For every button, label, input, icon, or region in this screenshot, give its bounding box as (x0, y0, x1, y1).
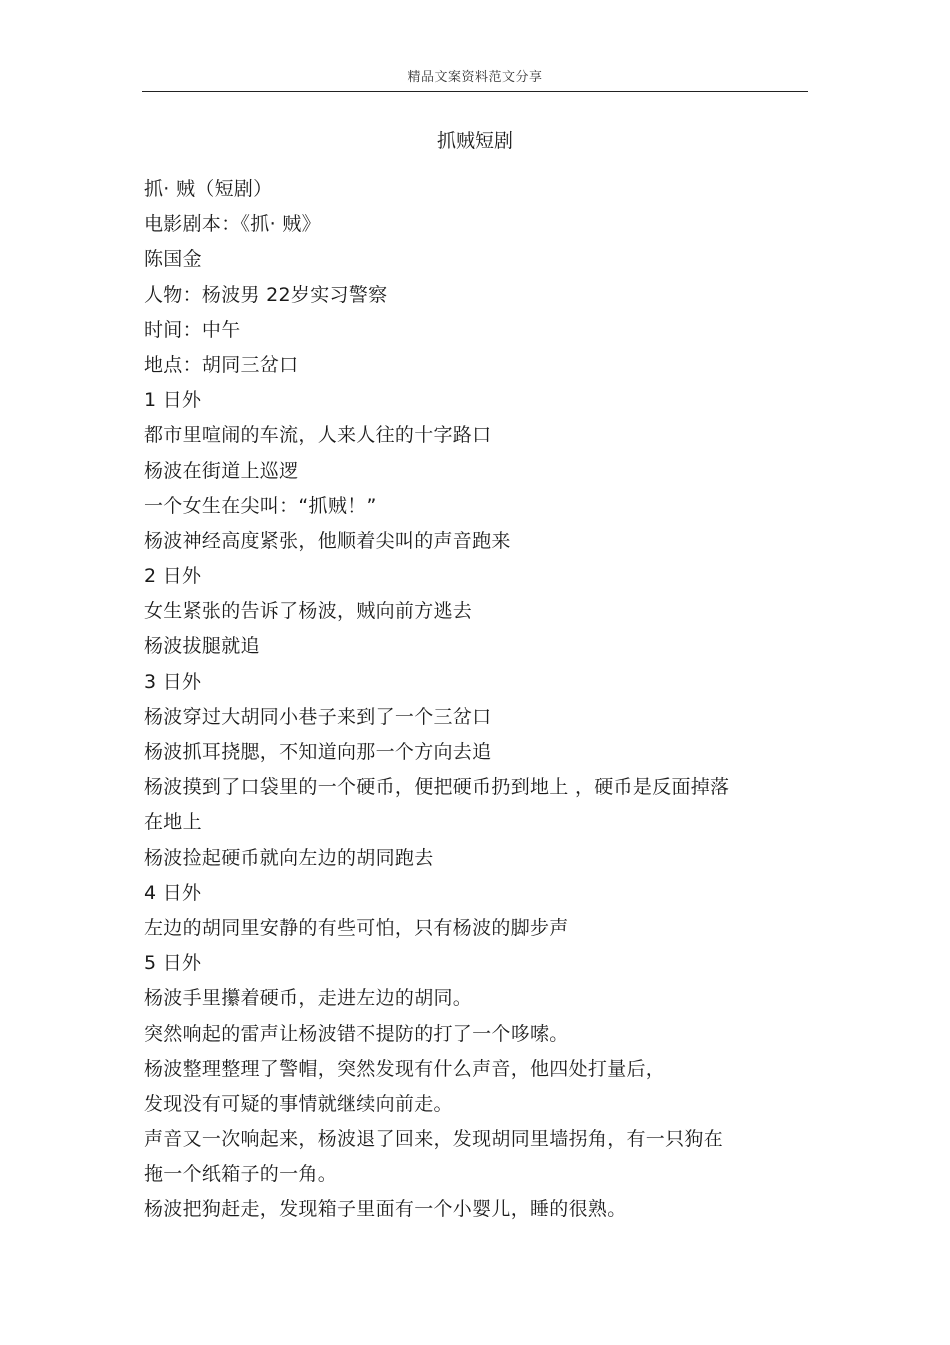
script-line: 人物：杨波男 22岁实习警察 (144, 283, 388, 306)
script-line: 在地上 (144, 811, 202, 834)
script-line: 突然响起的雷声让杨波错不提防的打了一个哆嗦。 (144, 1022, 569, 1045)
scene-heading: 5 日外 (144, 952, 202, 975)
script-line: 杨波捡起硬币就向左边的胡同跑去 (144, 846, 434, 869)
scene-heading: 1 日外 (144, 389, 202, 412)
script-line: 拖一个纸箱子的一角。 (144, 1163, 338, 1186)
script-line: 杨波在街道上巡逻 (144, 459, 299, 482)
script-line: 杨波摸到了口袋里的一个硬币，便把硬币扔到地上 ，硬币是反面掉落 (144, 776, 730, 799)
script-line: 左边的胡同里安静的有些可怕，只有杨波的脚步声 (144, 916, 569, 939)
script-body (144, 172, 804, 1228)
header-divider (142, 91, 808, 92)
scene-heading: 2 日外 (144, 565, 202, 588)
script-line: 地点：胡同三岔口 (144, 353, 299, 376)
script-line: 女生紧张的告诉了杨波，贼向前方逃去 (144, 600, 473, 623)
script-line: 时间：中午 (144, 318, 241, 341)
script-line: 杨波拔腿就追 (144, 635, 260, 658)
script-line: 发现没有可疑的事情就继续向前走。 (144, 1092, 453, 1115)
script-line: 杨波把狗赶走，发现箱子里面有一个小婴儿，睡的很熟。 (144, 1198, 627, 1221)
scene-heading: 3 日外 (144, 670, 202, 693)
script-line: 一个女生在尖叫：“抓贼！” (144, 494, 377, 517)
script-line: 杨波穿过大胡同小巷子来到了一个三岔口 (144, 705, 492, 728)
script-line: 杨波神经高度紧张，他顺着尖叫的声音跑来 (144, 529, 511, 552)
script-line: 电影剧本：《抓· 贼》 (144, 213, 321, 236)
script-line: 杨波手里攥着硬币，走进左边的胡同。 (144, 987, 473, 1010)
script-line: 抓· 贼（短剧） (144, 178, 273, 200)
script-line: 杨波整理整理了警帽，突然发现有什么声音，他四处打量后， (144, 1057, 666, 1080)
document-title: 抓贼短剧 (436, 130, 513, 152)
script-line: 声音又一次响起来，杨波退了回来，发现胡同里墙拐角，有一只狗在 (144, 1128, 724, 1151)
scene-heading: 4 日外 (144, 881, 202, 904)
script-line: 都市里喧闹的车流，人来人往的十字路口 (144, 424, 492, 447)
script-line: 陈国金 (144, 248, 202, 271)
script-line: 杨波抓耳挠腮，不知道向那一个方向去追 (144, 741, 492, 763)
page-header: 精品文案资料范文分享 (407, 70, 543, 85)
